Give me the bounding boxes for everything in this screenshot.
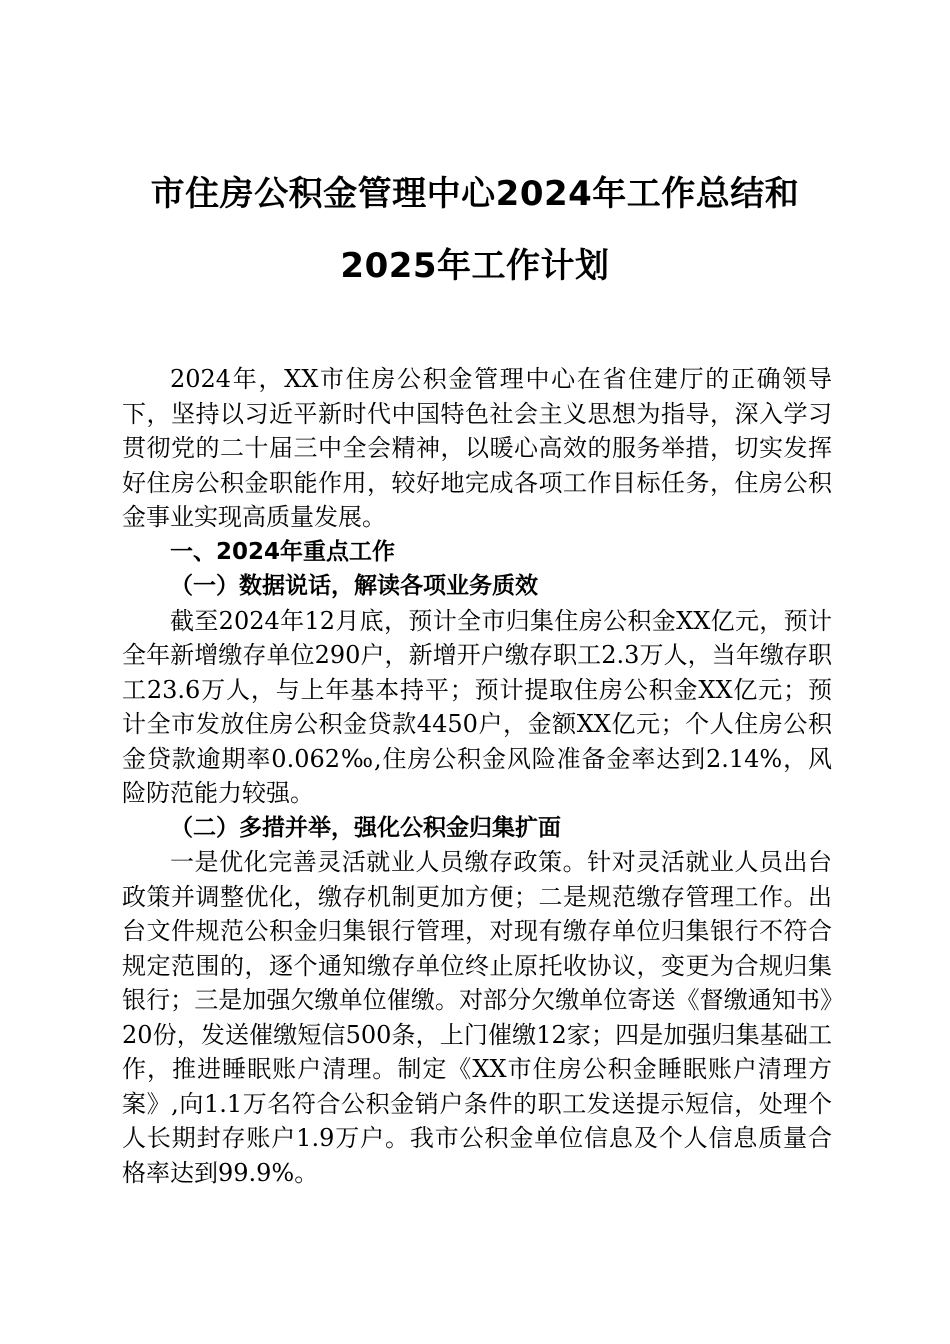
subsection-heading-collection: （二）多措并举，强化公积金归集扩面 bbox=[170, 813, 561, 841]
section-heading-key-work: 一、2024年重点工作 bbox=[170, 538, 396, 565]
intro-paragraph: 2024年，XX市住房公积金管理中心在省住建厅的正确领导下，坚持以习近平新时代中国特色社会主义思想为指导，深入学习贯彻党的二十届三中全会精神，以暖心高效的服务举措，切实发挥好住房公积金职能作用，较好地完成各项工作目标任务，住房公积金事业实现高质量发展。 bbox=[122, 365, 832, 531]
document-title-line-1: 市住房公积金管理中心2024年工作总结和 bbox=[150, 174, 800, 214]
document-body bbox=[122, 362, 832, 1190]
collection-paragraph: 一是优化完善灵活就业人员缴存政策。针对灵活就业人员出台政策并调整优化，缴存机制更加方便；二是规范缴存管理工作。出台文件规范公积金归集银行管理，对现有缴存单位归集银行不符合规定范围的，逐个通知缴存单位终止原托收协议，变更为合规归集银行；三是加强欠缴单位催缴。对部分欠缴单位寄送《督缴通知书》20份，发送催缴短信500条，上门催缴12家；四是加强归集基础工作，推进睡眠账户清理。制定《XX市住房公积金睡眠账户清理方案》,向1.1万名符合公积金销户条件的职工发送提示短信，处理个人长期封存账户1.9万户。我市公积金单位信息及个人信息质量合格率达到99.9%。 bbox=[122, 848, 832, 1187]
subsection-heading-data: （一）数据说话，解读各项业务质效 bbox=[170, 572, 538, 599]
data-paragraph: 截至2024年12月底，预计全市归集住房公积金XX亿元，预计全年新增缴存单位290户，新增开户缴存职工2.3万人，当年缴存职工23.6万人，与上年基本持平；预计提取住房公积金XX亿元；预计全市发放住房公积金贷款4450户，金额XX亿元；个人住房公积金贷款逾期率0.062‰,住房公积金风险准备金率达到2.14%，风险防范能力较强。 bbox=[122, 606, 832, 807]
document-title-line-2: 2025年工作计划 bbox=[340, 246, 610, 286]
